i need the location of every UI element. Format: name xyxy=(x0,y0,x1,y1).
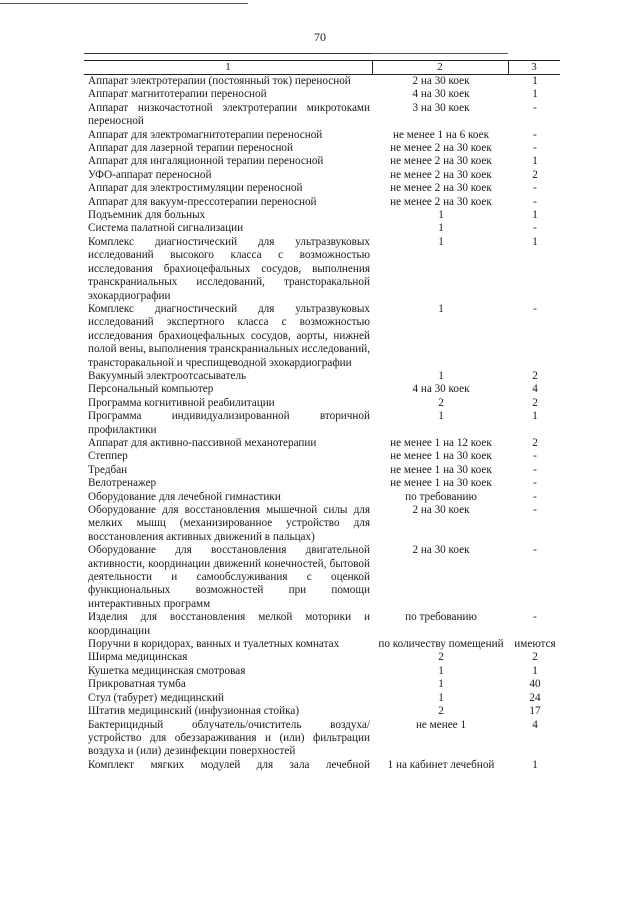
available-quantity: - xyxy=(533,101,537,114)
available-quantity: - xyxy=(533,504,537,516)
available-quantity: 2 xyxy=(532,369,538,382)
table-row xyxy=(88,491,558,504)
required-quantity: по требованию xyxy=(405,611,477,624)
table-row xyxy=(88,75,558,88)
table-row xyxy=(88,665,558,678)
equipment-name: Программа когнитивной реабилитации xyxy=(88,396,275,409)
equipment-name: Велотренажер xyxy=(88,477,157,490)
available-quantity: 1 xyxy=(532,758,538,771)
required-quantity: 1 xyxy=(438,209,444,222)
equipment-name: Аппарат электротерапии (постоянный ток) переносной xyxy=(88,75,351,87)
equipment-name: Поручни в коридорах, ванных и туалетных комнатах xyxy=(88,638,340,651)
table-row xyxy=(88,182,558,195)
required-quantity: по количеству помещений xyxy=(378,638,504,651)
page-number: 70 xyxy=(314,30,326,44)
table-row xyxy=(88,370,558,383)
equipment-name: Комплекс диагностический для ультразвуковых исследований высокого класса с возможностью исследования брахиоцефальных сосудов, выполнения транскраниальных исследований, трансторакальной эхокардиографии xyxy=(88,235,370,302)
available-quantity: - xyxy=(533,195,537,208)
table-header-row xyxy=(84,60,560,75)
required-quantity: 1 xyxy=(438,410,444,423)
table-row xyxy=(88,638,558,651)
table-row xyxy=(88,383,558,396)
available-quantity: - xyxy=(533,463,537,476)
required-quantity: по требованию xyxy=(405,490,477,503)
table-row xyxy=(88,169,558,182)
table-row xyxy=(88,397,558,410)
required-quantity: не менее 2 на 30 коек xyxy=(390,182,492,195)
required-quantity: 2 на 30 коек xyxy=(412,75,470,87)
required-quantity: не менее 2 на 30 коек xyxy=(390,142,492,155)
available-quantity: 1 xyxy=(532,235,538,248)
table-row xyxy=(88,236,558,303)
column-header-3: 3 xyxy=(531,61,537,73)
required-quantity: 2 xyxy=(438,705,444,718)
equipment-name: Аппарат для ингаляционной терапии переносной xyxy=(88,155,324,168)
available-quantity: 2 xyxy=(532,436,538,449)
equipment-name: Программа индивидуализированной вторичной профилактики xyxy=(88,410,370,436)
required-quantity: не менее 1 xyxy=(415,718,467,731)
required-quantity: 2 на 30 коек xyxy=(412,544,470,557)
available-quantity: - xyxy=(533,490,537,503)
table-row xyxy=(88,129,558,142)
table-row xyxy=(88,678,558,691)
available-quantity: 2 xyxy=(532,651,538,664)
available-quantity: - xyxy=(533,544,537,557)
required-quantity: 4 на 30 коек xyxy=(412,383,470,396)
equipment-name: Вакуумный электроотсасыватель xyxy=(88,369,247,382)
table-row xyxy=(88,719,558,759)
required-quantity: 2 xyxy=(438,396,444,409)
equipment-name: Подъемник для больных xyxy=(88,209,206,222)
required-quantity: 1 xyxy=(438,302,444,315)
table-row xyxy=(88,88,558,101)
equipment-name: Аппарат для вакуум-прессотерапии переносной xyxy=(88,195,317,208)
table-row xyxy=(88,705,558,718)
equipment-name: Штатив медицинский (инфузионная стойка) xyxy=(88,705,300,718)
equipment-name: Степпер xyxy=(88,450,128,463)
equipment-name: Бактерицидный облучатель/очиститель воздуха/устройство для обеззараживания и (или) фильтрации воздуха и (или) дезинфекции поверхностей xyxy=(88,718,370,758)
required-quantity: 1 xyxy=(438,678,444,691)
equipment-name: Кушетка медицинская смотровая xyxy=(88,664,246,677)
equipment-table-body xyxy=(88,75,558,772)
equipment-name: Оборудование для восстановления мышечной силы для мелких мышц (механизированное устройство для восстановления активных движений в пальцах) xyxy=(88,504,370,543)
available-quantity: 4 xyxy=(532,383,538,396)
column-header-2: 2 xyxy=(437,61,443,73)
equipment-name: Прикроватная тумба xyxy=(88,678,186,691)
equipment-name: Оборудование для восстановления двигательной активности, координации движений конечностей, бытовой деятельности и самообслуживания с оценкой функциональных возможностей при помощи интерактивных программ xyxy=(88,544,370,610)
table-row xyxy=(88,544,558,611)
available-quantity: - xyxy=(533,128,537,141)
equipment-name: Аппарат низкочастотной электротерапии микротоками переносной xyxy=(88,101,370,128)
equipment-name: Персональный компьютер xyxy=(88,383,214,396)
equipment-name: Тредбан xyxy=(88,463,128,476)
required-quantity: 1 xyxy=(438,235,444,248)
available-quantity: 1 xyxy=(532,664,538,677)
available-quantity: 24 xyxy=(529,691,541,704)
required-quantity: не менее 2 на 30 коек xyxy=(390,168,492,181)
required-quantity: не менее 2 на 30 коек xyxy=(390,155,492,168)
available-quantity: - xyxy=(533,302,537,315)
available-quantity: 2 xyxy=(532,396,538,409)
available-quantity: 1 xyxy=(532,410,538,423)
table-row xyxy=(88,464,558,477)
required-quantity: 4 на 30 коек xyxy=(412,88,470,101)
available-quantity: 1 xyxy=(532,155,538,168)
required-quantity: 1 xyxy=(438,664,444,677)
table-top-rule xyxy=(84,53,372,54)
table-top-rule-short xyxy=(372,53,508,54)
required-quantity: 1 на кабинет лечебной xyxy=(387,758,495,771)
required-quantity: не менее 1 на 30 коек xyxy=(390,463,492,476)
equipment-name: УФО-аппарат переносной xyxy=(88,168,212,181)
available-quantity: - xyxy=(533,611,537,624)
equipment-name: Аппарат для активно-пассивной механотерапии xyxy=(88,436,317,449)
table-row xyxy=(88,102,558,129)
table-row xyxy=(88,303,558,370)
available-quantity: 1 xyxy=(532,209,538,222)
table-row xyxy=(88,142,558,155)
table-row xyxy=(88,651,558,664)
table-row xyxy=(88,155,558,168)
available-quantity: - xyxy=(533,182,537,195)
equipment-name: Комплект мягких модулей для зала лечебной xyxy=(88,758,370,771)
available-quantity: 4 xyxy=(532,718,538,731)
required-quantity: не менее 2 на 30 коек xyxy=(390,195,492,208)
available-quantity: имеются xyxy=(514,638,556,651)
available-quantity: - xyxy=(533,450,537,463)
table-row xyxy=(88,222,558,235)
table-row xyxy=(88,209,558,222)
equipment-name: Аппарат магнитотерапии переносной xyxy=(88,88,267,101)
available-quantity: 1 xyxy=(532,88,538,101)
required-quantity: не менее 1 на 6 коек xyxy=(392,128,490,141)
table-row xyxy=(88,450,558,463)
equipment-name: Аппарат для электростимуляции переносной xyxy=(88,182,303,195)
table-row xyxy=(88,477,558,490)
required-quantity: 2 xyxy=(438,651,444,664)
available-quantity: 2 xyxy=(532,168,538,181)
required-quantity: 1 xyxy=(438,691,444,704)
table-row xyxy=(88,692,558,705)
required-quantity: 2 на 30 коек xyxy=(412,504,470,516)
available-quantity: - xyxy=(533,142,537,155)
table-row xyxy=(88,611,558,638)
available-quantity: - xyxy=(533,477,537,490)
equipment-name: Стул (табурет) медицинский xyxy=(88,691,224,704)
equipment-name: Оборудование для лечебной гимнастики xyxy=(88,490,281,503)
available-quantity: 1 xyxy=(532,75,538,87)
top-rule xyxy=(0,3,248,4)
table-row xyxy=(88,504,558,544)
required-quantity: 3 на 30 коек xyxy=(412,101,470,114)
equipment-name: Аппарат для лазерной терапии переносной xyxy=(88,142,294,155)
column-header-1: 1 xyxy=(225,61,231,73)
required-quantity: не менее 1 на 30 коек xyxy=(390,450,492,463)
table-row xyxy=(88,196,558,209)
equipment-name: Аппарат для электромагнитотерапии переносной xyxy=(88,128,323,141)
required-quantity: не менее 1 на 12 коек xyxy=(390,436,492,449)
available-quantity: 40 xyxy=(529,678,541,691)
equipment-name: Комплекс диагностический для ультразвуковых исследований экспертного класса с возможностью исследования брахиоцефальных сосудов, аорты, нижней полой вены, выполнения транскраниальных исследований, трансторакальной и чреспищеводной эхокардиографии xyxy=(88,302,370,369)
required-quantity: не менее 1 на 30 коек xyxy=(390,477,492,490)
available-quantity: 17 xyxy=(529,705,541,718)
required-quantity: 1 xyxy=(438,222,444,235)
equipment-name: Ширма медицинская xyxy=(88,651,188,664)
table-row xyxy=(88,759,558,772)
available-quantity: - xyxy=(533,222,537,235)
table-row xyxy=(88,437,558,450)
equipment-name: Изделия для восстановления мелкой моторики и координации xyxy=(88,611,370,637)
table-row xyxy=(88,410,558,437)
required-quantity: 1 xyxy=(438,369,444,382)
equipment-name: Система палатной сигнализации xyxy=(88,222,244,235)
